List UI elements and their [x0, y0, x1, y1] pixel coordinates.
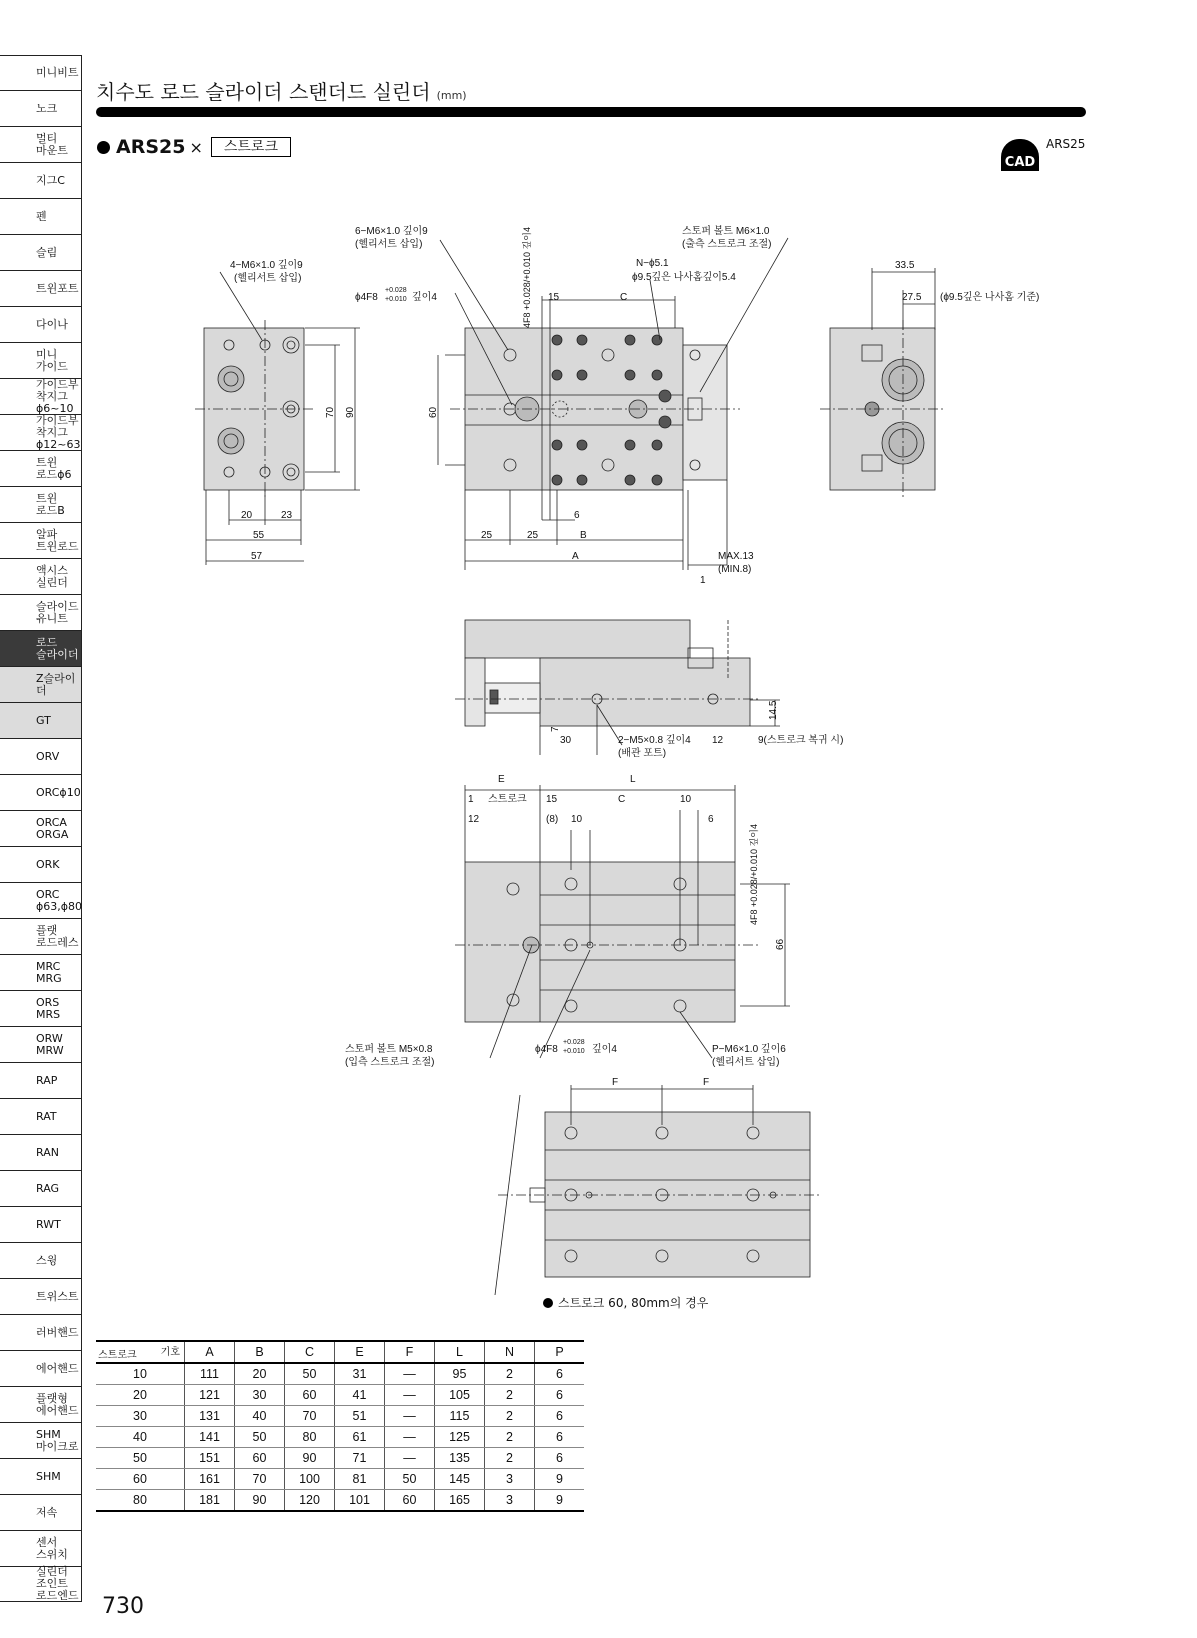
- callout-text: +0.028: [563, 1039, 585, 1046]
- dim-label: L: [630, 774, 636, 785]
- dim-label: 10: [571, 814, 583, 825]
- callout-text: N−ϕ5.1: [636, 258, 669, 269]
- unit-label: (mm): [436, 89, 467, 102]
- dim-label: 70: [325, 406, 336, 418]
- dim-label: C: [618, 794, 626, 805]
- table-cell: —: [385, 1448, 435, 1469]
- table-cell: 135: [435, 1448, 485, 1469]
- sidebar-item-label: ORK: [36, 857, 60, 871]
- dim-label: 14.5: [768, 700, 779, 720]
- sidebar-item-label: ORV: [36, 749, 60, 763]
- sidebar-item-label: ORW MRW: [36, 1031, 64, 1057]
- sidebar-item-label: Z슬라이더: [36, 671, 76, 697]
- table-header-row: [96, 1341, 584, 1363]
- dim-label: 66: [775, 938, 786, 950]
- callout-text: 2−M5×0.8 깊이4: [618, 735, 691, 746]
- page-number: 730: [102, 1594, 144, 1619]
- callout-text: (ϕ9.5깊은 나사홈 기준): [940, 292, 1040, 303]
- model-name: ARS25: [116, 136, 186, 158]
- sidebar-item-label: MRC MRG: [36, 959, 62, 985]
- callout-text: 깊이4: [592, 1044, 617, 1055]
- column-header: B: [235, 1341, 285, 1363]
- callout-text: 4−M6×1.0 깊이9: [230, 260, 303, 271]
- table-cell: 20: [235, 1363, 285, 1385]
- callout-text: P−M6×1.0 깊이6: [712, 1044, 786, 1055]
- sidebar-item-label: 슬라이드 유니트: [36, 599, 79, 625]
- callout-text: (입측 스트로크 조절): [345, 1057, 435, 1068]
- callout-text: (출측 스트로크 조절): [682, 239, 772, 250]
- callout-text: (헬리서트 삽입): [712, 1057, 780, 1068]
- table-cell: 2: [485, 1385, 535, 1406]
- times-sign: ×: [189, 137, 203, 157]
- callout-text: 9(스트로크 복귀 시): [758, 735, 844, 746]
- sidebar-item-label: 지그C: [36, 173, 65, 187]
- table-cell: 105: [435, 1385, 485, 1406]
- sidebar-item-label: RWT: [36, 1217, 61, 1231]
- table-cell: 100: [285, 1469, 335, 1490]
- table-cell: 2: [485, 1363, 535, 1385]
- table-cell: 50: [385, 1469, 435, 1490]
- corner-header: [96, 1341, 185, 1363]
- table-cell: 60: [385, 1490, 435, 1512]
- table-cell: 50: [235, 1427, 285, 1448]
- sidebar-item-label: 가이드부착지그 ϕ6~10: [36, 377, 79, 415]
- drawing-caption: [543, 1294, 708, 1311]
- table-cell: 31: [335, 1363, 385, 1385]
- dim-label: 90: [345, 406, 356, 418]
- table-cell: —: [385, 1363, 435, 1385]
- sidebar-item-label: 미니비트: [36, 66, 79, 79]
- dim-label: A: [572, 551, 579, 562]
- sidebar-item-label: GT: [36, 713, 51, 727]
- sidebar-item-label: 액시스 실린더: [36, 563, 68, 589]
- sidebar-item-label: 노크: [36, 101, 58, 115]
- dim-label: F: [703, 1077, 710, 1088]
- table-cell: 70: [235, 1469, 285, 1490]
- sidebar-item-label: RAG: [36, 1181, 60, 1195]
- dim-label: (8): [546, 814, 559, 825]
- column-header: E: [335, 1341, 385, 1363]
- dim-label: 33.5: [895, 260, 915, 271]
- table-row: [96, 1406, 584, 1427]
- table-cell: 6: [535, 1427, 585, 1448]
- table-cell: 2: [485, 1448, 535, 1469]
- table-cell: 101: [335, 1490, 385, 1512]
- table-row: [96, 1427, 584, 1448]
- sidebar-item-label: SHM: [36, 1469, 61, 1483]
- dim-label: 25: [527, 530, 539, 541]
- dim-label: C: [620, 292, 628, 303]
- table-cell: 30: [235, 1385, 285, 1406]
- sidebar-item-label: 펜: [36, 209, 47, 223]
- sidebar-item-label: 트윈 로드B: [36, 491, 65, 517]
- callout-text: (배관 포트): [618, 748, 667, 759]
- callout-text: 4F8 +0.028/+0.010 깊이4: [522, 227, 532, 328]
- callout-text: 4F8 +0.028/+0.010 깊이4: [749, 824, 759, 925]
- cad-model-label: ARS25: [1046, 137, 1086, 151]
- table-cell: 6: [535, 1406, 585, 1427]
- sidebar-item-label: 에어핸드: [36, 1361, 79, 1375]
- table-cell: 161: [185, 1469, 235, 1490]
- table-cell: 60: [235, 1448, 285, 1469]
- table-cell: 50: [285, 1363, 335, 1385]
- column-header: P: [535, 1341, 585, 1363]
- dim-label: 1: [700, 575, 706, 586]
- dim-label: B: [580, 530, 587, 541]
- table-row: [96, 1385, 584, 1406]
- dim-label: (MIN.8): [718, 564, 752, 575]
- stroke-cell: 40: [96, 1427, 185, 1448]
- dim-label: 12: [712, 735, 724, 746]
- dim-label: 60: [428, 406, 439, 418]
- column-header: C: [285, 1341, 335, 1363]
- bullet-icon: [543, 1298, 553, 1308]
- table-cell: 115: [435, 1406, 485, 1427]
- sidebar-item-label: 트위스트: [36, 1289, 79, 1303]
- table-cell: 41: [335, 1385, 385, 1406]
- table-cell: 60: [285, 1385, 335, 1406]
- column-header: A: [185, 1341, 235, 1363]
- table-cell: 81: [335, 1469, 385, 1490]
- dim-label: E: [498, 774, 505, 785]
- corner-bottom-label: 스트로크: [98, 1350, 137, 1361]
- dim-label: 20: [241, 510, 253, 521]
- sidebar-item-label: 플랫 로드레스: [36, 923, 79, 949]
- sidebar-item-label: RAP: [36, 1073, 58, 1087]
- table-cell: 3: [485, 1469, 535, 1490]
- callout-text: +0.010: [563, 1048, 585, 1055]
- sidebar-item-label: 트윈포트: [36, 281, 79, 295]
- callout-text: (헬리서트 삽입): [234, 273, 302, 284]
- table-cell: 9: [535, 1490, 585, 1512]
- table-cell: 80: [285, 1427, 335, 1448]
- sidebar-item-label: 플랫형 에어핸드: [36, 1391, 79, 1417]
- table-row: [96, 1490, 584, 1512]
- sidebar-item-label: 가이드부착지그 ϕ12~63: [36, 413, 81, 451]
- table-cell: 90: [235, 1490, 285, 1512]
- table-cell: 125: [435, 1427, 485, 1448]
- sidebar-item-label: 미니 가이드: [36, 347, 68, 373]
- table-cell: 111: [185, 1363, 235, 1385]
- sidebar-item-label: 슬림: [36, 245, 58, 259]
- column-header: N: [485, 1341, 535, 1363]
- stroke-cell: 30: [96, 1406, 185, 1427]
- callout-text: ϕ9.5깊은 나사홈깊이5.4: [632, 272, 736, 283]
- callout-text: 스토퍼 볼트 M6×1.0: [682, 226, 770, 237]
- table-cell: 165: [435, 1490, 485, 1512]
- table-cell: 71: [335, 1448, 385, 1469]
- table-cell: 120: [285, 1490, 335, 1512]
- stroke-box: 스트로크: [211, 137, 291, 157]
- table-row: [96, 1363, 584, 1385]
- dim-label: 23: [281, 510, 293, 521]
- stroke-cell: 60: [96, 1469, 185, 1490]
- dim-label: 25: [481, 530, 493, 541]
- sidebar-item-label: 러버핸드: [36, 1325, 79, 1339]
- sidebar-item-label: RAN: [36, 1145, 59, 1159]
- sidebar-item-label: RAT: [36, 1109, 57, 1123]
- dim-label: MAX.13: [718, 551, 754, 562]
- table-row: [96, 1448, 584, 1469]
- callout-text: +0.010: [385, 296, 407, 303]
- sidebar-item-label: 로드 슬라이더: [36, 635, 79, 661]
- stroke-cell: 10: [96, 1363, 185, 1385]
- table-cell: 51: [335, 1406, 385, 1427]
- caption-text: 스트로크 60, 80mm의 경우: [558, 1296, 709, 1310]
- table-cell: 141: [185, 1427, 235, 1448]
- sidebar-item-label: ORC ϕ63,ϕ80: [36, 887, 83, 913]
- table-cell: 61: [335, 1427, 385, 1448]
- dim-label: 57: [251, 551, 263, 562]
- dim-label: 6: [574, 510, 580, 521]
- callout-text: 깊이4: [412, 292, 437, 303]
- dim-label: 1: [468, 794, 474, 805]
- column-header: F: [385, 1341, 435, 1363]
- sidebar-item-label: 저속: [36, 1505, 58, 1519]
- sidebar-item-label: 센서 스위치: [36, 1535, 68, 1561]
- table-cell: 90: [285, 1448, 335, 1469]
- dimension-table: [96, 1340, 584, 1512]
- corner-top-label: 기호: [160, 1347, 180, 1358]
- table-cell: 2: [485, 1406, 535, 1427]
- sidebar-item-label: ORCϕ10: [36, 785, 81, 799]
- callout-text: (헬리서트 삽입): [355, 239, 423, 250]
- stroke-cell: 50: [96, 1448, 185, 1469]
- table-cell: 6: [535, 1385, 585, 1406]
- sidebar-item-label: 스윙: [36, 1253, 58, 1267]
- stroke-cell: 20: [96, 1385, 185, 1406]
- table-cell: 181: [185, 1490, 235, 1512]
- callout-text: 6−M6×1.0 깊이9: [355, 226, 428, 237]
- table-cell: 151: [185, 1448, 235, 1469]
- sidebar-item-label: ORCA ORGA: [36, 815, 69, 841]
- dim-label: 12: [468, 814, 480, 825]
- table-cell: —: [385, 1385, 435, 1406]
- callout-text: +0.028: [385, 287, 407, 294]
- dim-label: 15: [546, 794, 558, 805]
- callout-text: 스토퍼 볼트 M5×0.8: [345, 1044, 433, 1055]
- callout-text: ϕ4F8: [355, 292, 378, 303]
- dim-label: 6: [708, 814, 714, 825]
- sidebar-item-label: 실린더 조인트 로드엔드: [36, 1565, 79, 1602]
- table-row: [96, 1469, 584, 1490]
- dim-label: 27.5: [902, 292, 922, 303]
- table-cell: 40: [235, 1406, 285, 1427]
- table-cell: 131: [185, 1406, 235, 1427]
- dim-label: 스트로크: [488, 794, 527, 805]
- sidebar-item-label: 멀티 마운트: [36, 131, 68, 157]
- stroke-cell: 80: [96, 1490, 185, 1512]
- table-cell: 95: [435, 1363, 485, 1385]
- table-cell: 121: [185, 1385, 235, 1406]
- sidebar-item-label: 다이나: [36, 317, 68, 331]
- table-cell: 3: [485, 1490, 535, 1512]
- cad-icon[interactable]: CAD: [1001, 139, 1039, 171]
- dim-label: F: [612, 1077, 619, 1088]
- table-cell: 6: [535, 1448, 585, 1469]
- dim-label: 15: [548, 292, 560, 303]
- table-cell: 2: [485, 1427, 535, 1448]
- sidebar-item-label: 알파 트윈로드: [36, 527, 79, 553]
- table-cell: 145: [435, 1469, 485, 1490]
- dim-label: 7: [550, 726, 561, 732]
- sidebar-item-label: 트윈 로드ϕ6: [36, 455, 72, 481]
- sidebar-item-label: SHM 마이크로: [36, 1427, 79, 1453]
- dim-label: 55: [253, 530, 265, 541]
- dim-label: 10: [680, 794, 692, 805]
- dim-label: 30: [560, 735, 572, 746]
- callout-text: ϕ4F8: [535, 1044, 558, 1055]
- sidebar-item-label: ORS MRS: [36, 995, 61, 1021]
- table-cell: 6: [535, 1363, 585, 1385]
- table-cell: —: [385, 1427, 435, 1448]
- column-header: L: [435, 1341, 485, 1363]
- title-text: 치수도 로드 슬라이더 스탠더드 실린더: [96, 80, 431, 104]
- table-cell: —: [385, 1406, 435, 1427]
- table-cell: 9: [535, 1469, 585, 1490]
- table-cell: 70: [285, 1406, 335, 1427]
